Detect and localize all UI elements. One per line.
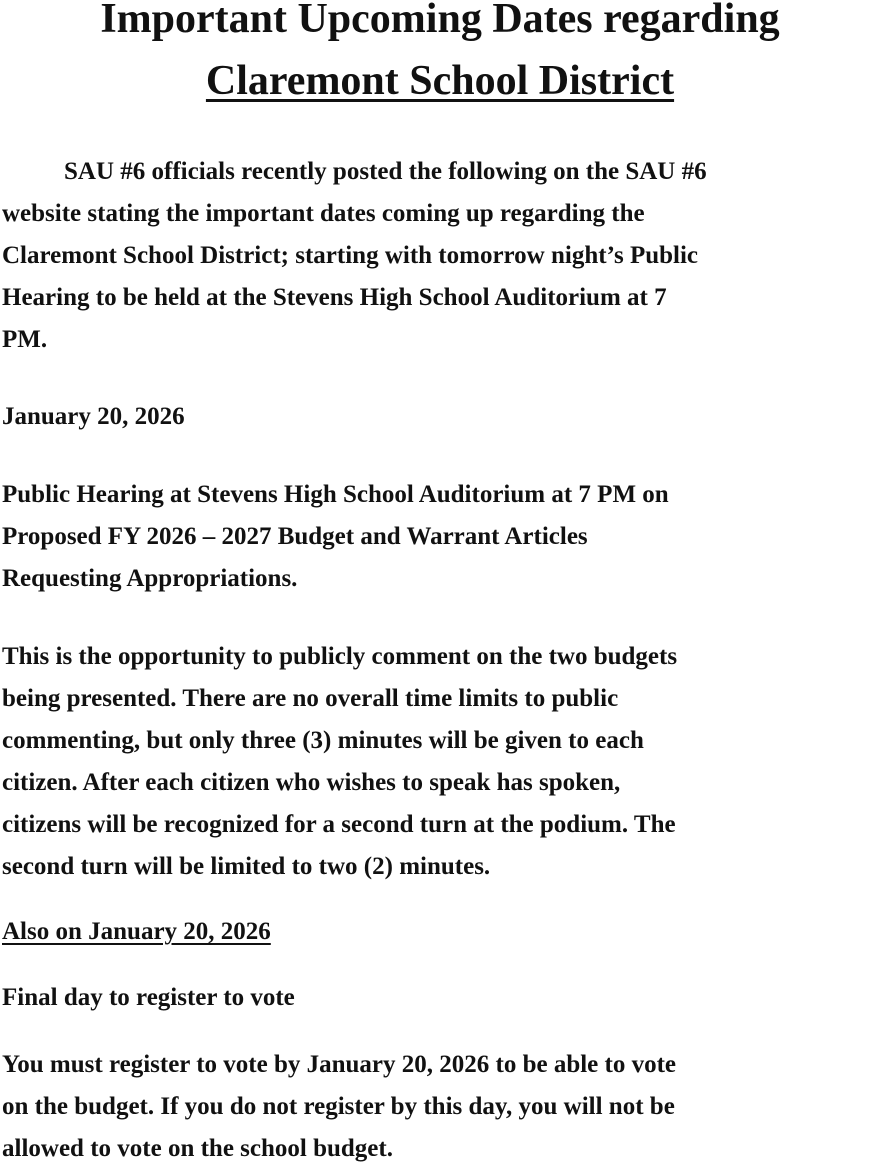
hearing-line: Proposed FY 2026 – 2027 Budget and Warrant Articles bbox=[2, 523, 588, 550]
comment-line: commenting, but only three (3) minutes will be given to each bbox=[2, 727, 644, 754]
intro-line: PM. bbox=[2, 326, 48, 353]
district-name: Claremont School District bbox=[205, 58, 675, 104]
comment-line: This is the opportunity to publicly comment on the two budgets bbox=[2, 643, 678, 670]
register-line: You must register to vote by January 20, 2026 to be able to vote bbox=[2, 1051, 677, 1078]
intro-line: Claremont School District; starting with tomorrow night’s Public bbox=[2, 242, 699, 269]
page-subtitle bbox=[0, 58, 880, 104]
comment-line: second turn will be limited to two (2) minutes. bbox=[2, 853, 491, 880]
hearing-line: Public Hearing at Stevens High School Auditorium at 7 PM on bbox=[2, 481, 669, 508]
date-heading bbox=[2, 396, 878, 438]
intro-line: Hearing to be held at the Stevens High School Auditorium at 7 bbox=[2, 284, 667, 311]
register-heading bbox=[2, 977, 878, 1019]
page-title: Important Upcoming Dates regarding bbox=[100, 0, 780, 42]
register-line: allowed to vote on the school budget. bbox=[2, 1135, 393, 1162]
hearing-line: Requesting Appropriations. bbox=[2, 565, 298, 592]
also-heading bbox=[2, 911, 878, 953]
intro-line: SAU #6 officials recently posted the following on the SAU #6 bbox=[64, 158, 707, 185]
comment-line: being presented. There are no overall time limits to public bbox=[2, 685, 619, 712]
intro-paragraph bbox=[2, 151, 878, 361]
comment-paragraph bbox=[2, 636, 878, 888]
register-paragraph bbox=[2, 1044, 878, 1170]
register-line: on the budget. If you do not register by this day, you will not be bbox=[2, 1093, 675, 1120]
comment-line: citizen. After each citizen who wishes to speak has spoken, bbox=[2, 769, 621, 796]
also-heading-text: Also on January 20, 2026 bbox=[2, 918, 271, 945]
register-heading-text: Final day to register to vote bbox=[2, 984, 295, 1011]
date-heading-text: January 20, 2026 bbox=[2, 403, 185, 430]
hearing-paragraph bbox=[2, 474, 878, 600]
comment-line: citizens will be recognized for a second turn at the podium. The bbox=[2, 811, 676, 838]
intro-line: website stating the important dates coming up regarding the bbox=[2, 200, 645, 227]
